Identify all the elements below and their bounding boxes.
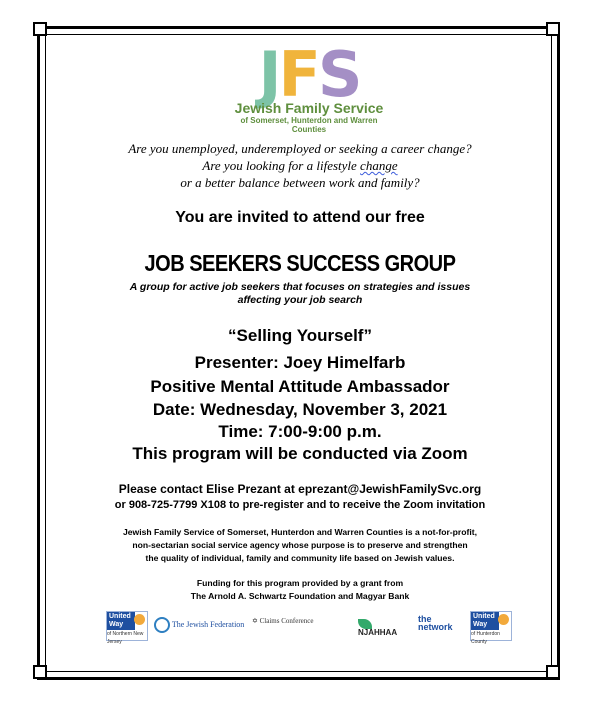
- united-way-logo-text: United Way: [107, 612, 135, 630]
- border-corner: [546, 22, 560, 36]
- njahhaa-logo: [358, 619, 410, 647]
- contact-line-2: or 908-725-7799 X108 to pre-register and to receive the Zoom invitation: [114, 499, 486, 511]
- invite-heading: You are invited to attend our free: [175, 209, 425, 226]
- sponsor-logos: [100, 611, 520, 645]
- funding-line-2: The Arnold A. Schwartz Foundation and Magyar Bank: [190, 591, 410, 601]
- claims-conference-text: Claims Conference: [259, 617, 314, 625]
- intro-line-2-word: change: [360, 158, 398, 173]
- funding-line-1: Funding for this program provided by a grant from: [196, 578, 404, 588]
- the-network-text: the network: [418, 614, 453, 632]
- logo-name: Jewish Family Service: [234, 100, 384, 116]
- united-way-hunterdon-logo: [470, 611, 512, 645]
- logo-subtitle: of Somerset, Hunterdon and Warren Counties: [240, 116, 378, 134]
- program-date: Date: Wednesday, November 3, 2021: [152, 400, 448, 419]
- jfs-logo: [224, 38, 394, 134]
- united-way-hunterdon-sub: of Hunterdon County: [471, 631, 500, 645]
- jewish-federation-logo: [154, 617, 246, 645]
- circle-icon: [154, 617, 170, 633]
- the-network-logo: [418, 615, 466, 643]
- hand-icon: [134, 614, 145, 625]
- claims-conference-logo: [252, 617, 316, 645]
- mission-line-3: the quality of individual, family and community life based on Jewish values.: [145, 553, 455, 563]
- intro-line-1: Are you unemployed, underemployed or seeking a career change?: [128, 141, 472, 156]
- united-way-hunterdon-text: United Way: [471, 612, 499, 630]
- program-role: Positive Mental Attitude Ambassador: [150, 377, 450, 396]
- program-time: Time: 7:00-9:00 p.m.: [218, 422, 382, 441]
- united-way-logo: [106, 611, 148, 645]
- njahhaa-text: NJAHHAA: [358, 628, 398, 637]
- logo-letter-s: S: [317, 38, 360, 111]
- jewish-federation-text: The Jewish Federation: [171, 619, 245, 629]
- program-mode: This program will be conducted via Zoom: [132, 444, 468, 463]
- program-presenter: Presenter: Joey Himelfarb: [194, 353, 406, 372]
- border-corner: [546, 665, 560, 679]
- border-corner: [33, 22, 47, 36]
- logo-letter-j: J: [258, 38, 279, 111]
- intro-line-3: or a better balance between work and family?: [180, 175, 420, 190]
- united-way-logo-sub: of Northern New Jersey: [107, 631, 144, 645]
- program-title: “Selling Yourself”: [228, 326, 372, 345]
- tagline-line-1: A group for active job seekers that focuses on strategies and issues: [129, 281, 471, 293]
- contact-line-1: Please contact Elise Prezant at eprezant@JewishFamilySvc.org: [118, 482, 482, 496]
- tagline-line-2: affecting your job search: [237, 294, 363, 306]
- intro-line-2-text: Are you looking for a lifestyle: [202, 158, 361, 173]
- menorah-icon: ✡: [252, 617, 258, 625]
- logo-letter-f: F: [278, 38, 318, 111]
- mission-line-1: Jewish Family Service of Somerset, Hunterdon and Warren Counties is a not-for-profit,: [123, 527, 477, 537]
- mission-line-2: non-sectarian social service agency whose purpose is to preserve and strengthen: [132, 540, 468, 550]
- hand-icon: [498, 614, 509, 625]
- border-corner: [33, 665, 47, 679]
- intro-line-2: [50, 158, 550, 174]
- group-title: JOB SEEKERS SUCCESS GROUP: [144, 251, 456, 277]
